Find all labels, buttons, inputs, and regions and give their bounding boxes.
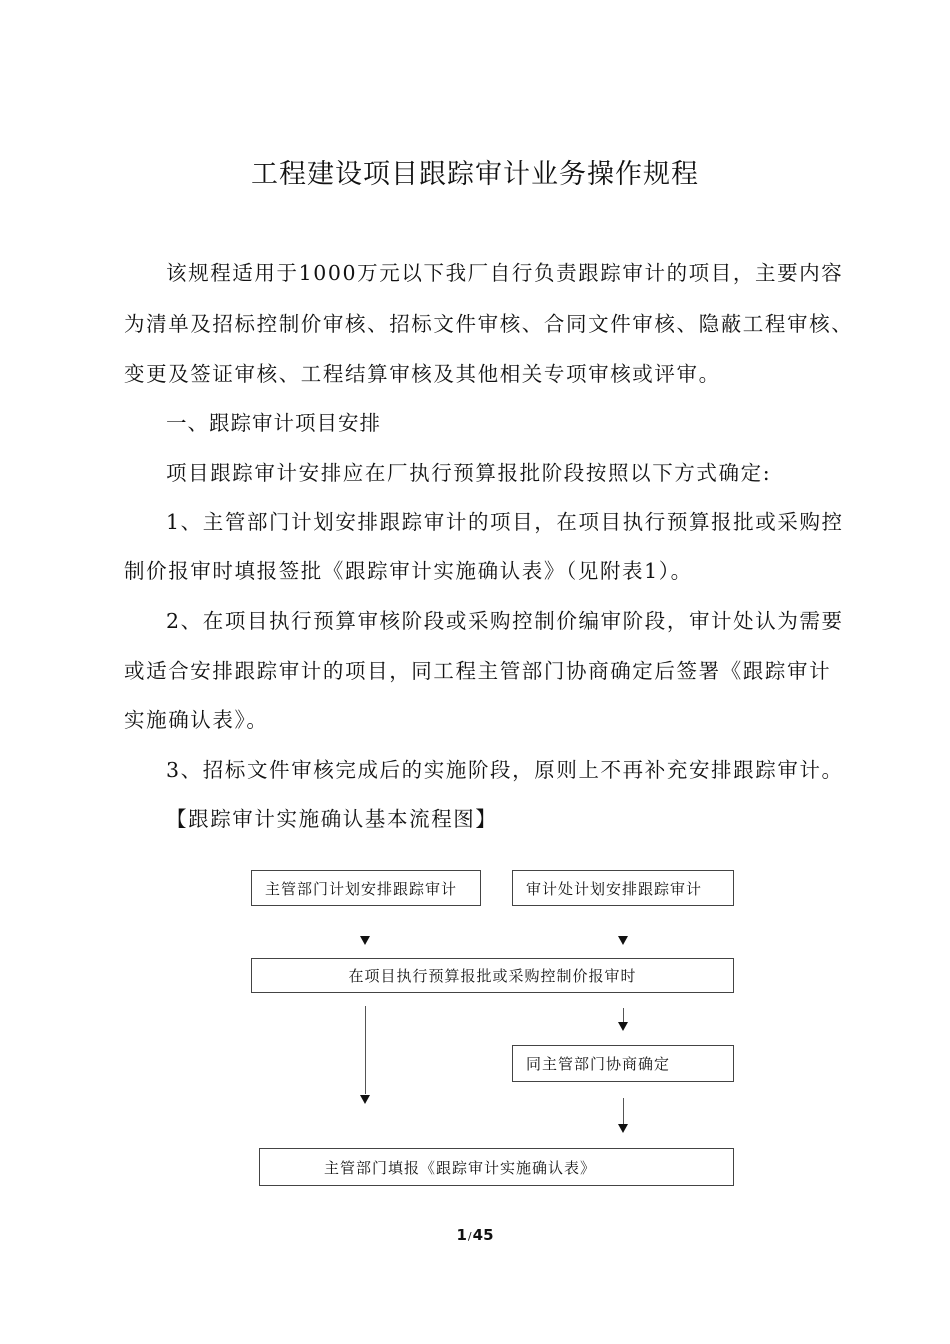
arrow-down-icon (360, 936, 370, 945)
arrow-down-icon (618, 936, 628, 945)
paragraph-line: 该规程适用于1000万元以下我厂自行负责跟踪审计的项目，主要内容 (166, 261, 844, 285)
paragraph-line: 变更及签证审核、工程结算审核及其他相关专项审核或评审。 (124, 362, 721, 386)
paragraph-line: 项目跟踪审计安排应在厂执行预算报批阶段按照以下方式确定: (166, 461, 772, 485)
arrow-down-icon (618, 1022, 628, 1031)
paragraph-line: 2、在项目执行预算审核阶段或采购控制价编审阶段，审计处认为需要 (166, 609, 844, 633)
section-heading: 一、跟踪审计项目安排 (166, 411, 381, 435)
flow-box-negotiate: 同主管部门协商确定 (512, 1045, 734, 1082)
flow-box-audit-plan: 审计处计划安排跟踪审计 (512, 870, 734, 906)
document-title: 工程建设项目跟踪审计业务操作规程 (251, 159, 699, 190)
paragraph-line: 制价报审时填报签批《跟踪审计实施确认表》（见附表1）。 (124, 559, 693, 583)
arrow-down-icon (360, 1095, 370, 1104)
flowchart-caption: 【跟踪审计实施确认基本流程图】 (166, 807, 498, 831)
flow-connector (365, 1006, 366, 1094)
page-separator: / (467, 1230, 472, 1243)
page-current: 1 (456, 1226, 467, 1244)
paragraph-line: 或适合安排跟踪审计的项目，同工程主管部门协商确定后签署《跟踪审计 (124, 659, 832, 683)
flow-box-budget-report: 在项目执行预算报批或采购控制价报审时 (251, 958, 734, 993)
flow-connector (623, 1008, 624, 1022)
flow-box-fill-form: 主管部门填报《跟踪审计实施确认表》 (259, 1148, 734, 1186)
arrow-down-icon (618, 1124, 628, 1133)
flow-connector (623, 1098, 624, 1124)
paragraph-line: 1、主管部门计划安排跟踪审计的项目，在项目执行预算报批或采购控 (166, 510, 844, 534)
flow-box-dept-plan: 主管部门计划安排跟踪审计 (251, 870, 481, 906)
paragraph-line: 3、招标文件审核完成后的实施阶段，原则上不再补充安排跟踪审计。 (166, 758, 844, 782)
paragraph-line: 实施确认表》。 (124, 708, 269, 732)
page-number (0, 1226, 950, 1244)
paragraph-line: 为清单及招标控制价审核、招标文件审核、合同文件审核、隐蔽工程审核、 (124, 312, 854, 336)
page-total: 45 (472, 1226, 494, 1244)
